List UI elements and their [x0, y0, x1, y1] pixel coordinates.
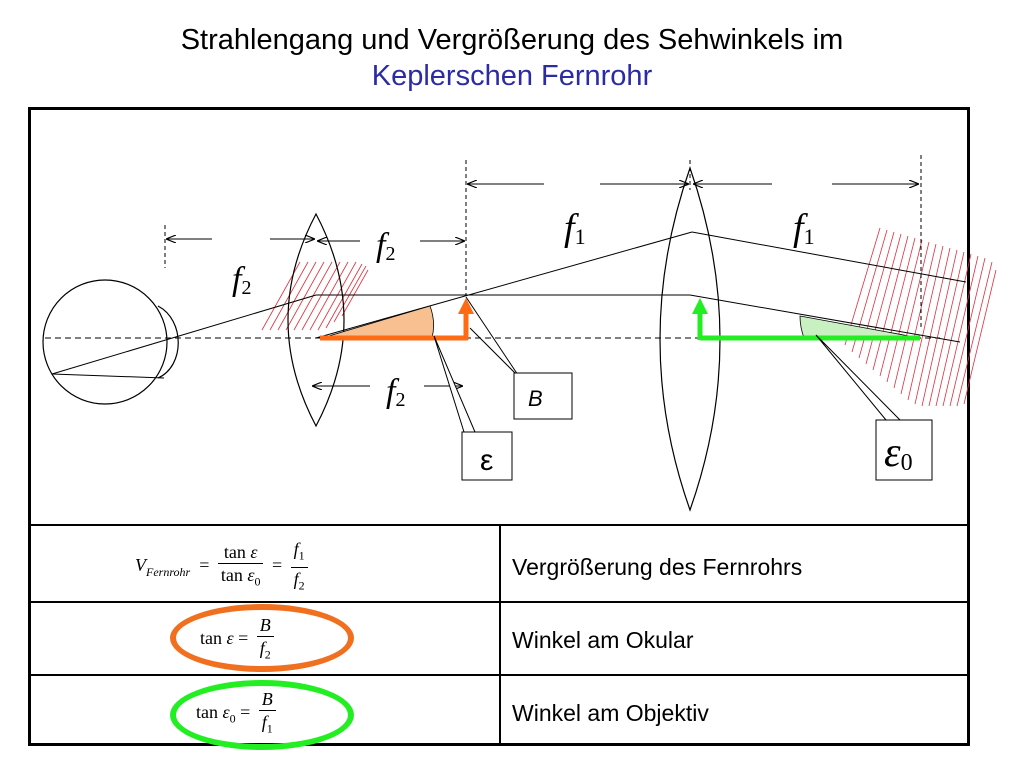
dimension-arrows: [167, 184, 918, 386]
formula-magnification: $V_{Fernrohr}$ = $\frac{\text{tan ε}}{\tan \varepsilon_0}$ = $\frac{f_1}{f_2}$: [135, 538, 312, 596]
label-f1-left: f1: [564, 207, 586, 249]
formula-tan-epsilon: tan ε = $\frac{B}{f_2}$: [200, 614, 278, 666]
epsilon0-callout: [816, 335, 932, 480]
table-column-divider: [499, 525, 501, 745]
title-line-1: Strahlengang und Vergrößerung des Sehwinkels im: [180, 24, 844, 56]
label-epsilon: ε: [480, 444, 494, 477]
formula-tan-epsilon0: $\tan \varepsilon_0$ = $\frac{B}{f_1}$: [196, 688, 280, 740]
title-line-2: Keplerschen Fernrohr: [371, 60, 653, 92]
label-epsilon0: ε0: [884, 430, 913, 476]
angle-epsilon-fill: [322, 306, 434, 338]
hatching-eyepiece: [262, 262, 368, 330]
table-row-2-description: Winkel am Okular: [512, 627, 694, 653]
label-f2-top: f2: [376, 227, 396, 265]
label-B: B: [528, 386, 543, 411]
light-rays: [52, 232, 966, 378]
label-f2-left: f2: [232, 261, 252, 299]
angle-epsilon0-fill: [800, 316, 920, 338]
label-f1-right: f1: [793, 207, 815, 249]
B-callout: [514, 373, 572, 419]
table-row-1-description: Vergrößerung des Fernrohrs: [512, 554, 803, 580]
label-f2-bottom: f2: [386, 373, 406, 411]
table-row-3-description: Winkel am Objektiv: [512, 700, 709, 726]
diagram-label-data: f1 f1 f2 f2 f2 B ε ε0: [0, 0, 9, 1]
